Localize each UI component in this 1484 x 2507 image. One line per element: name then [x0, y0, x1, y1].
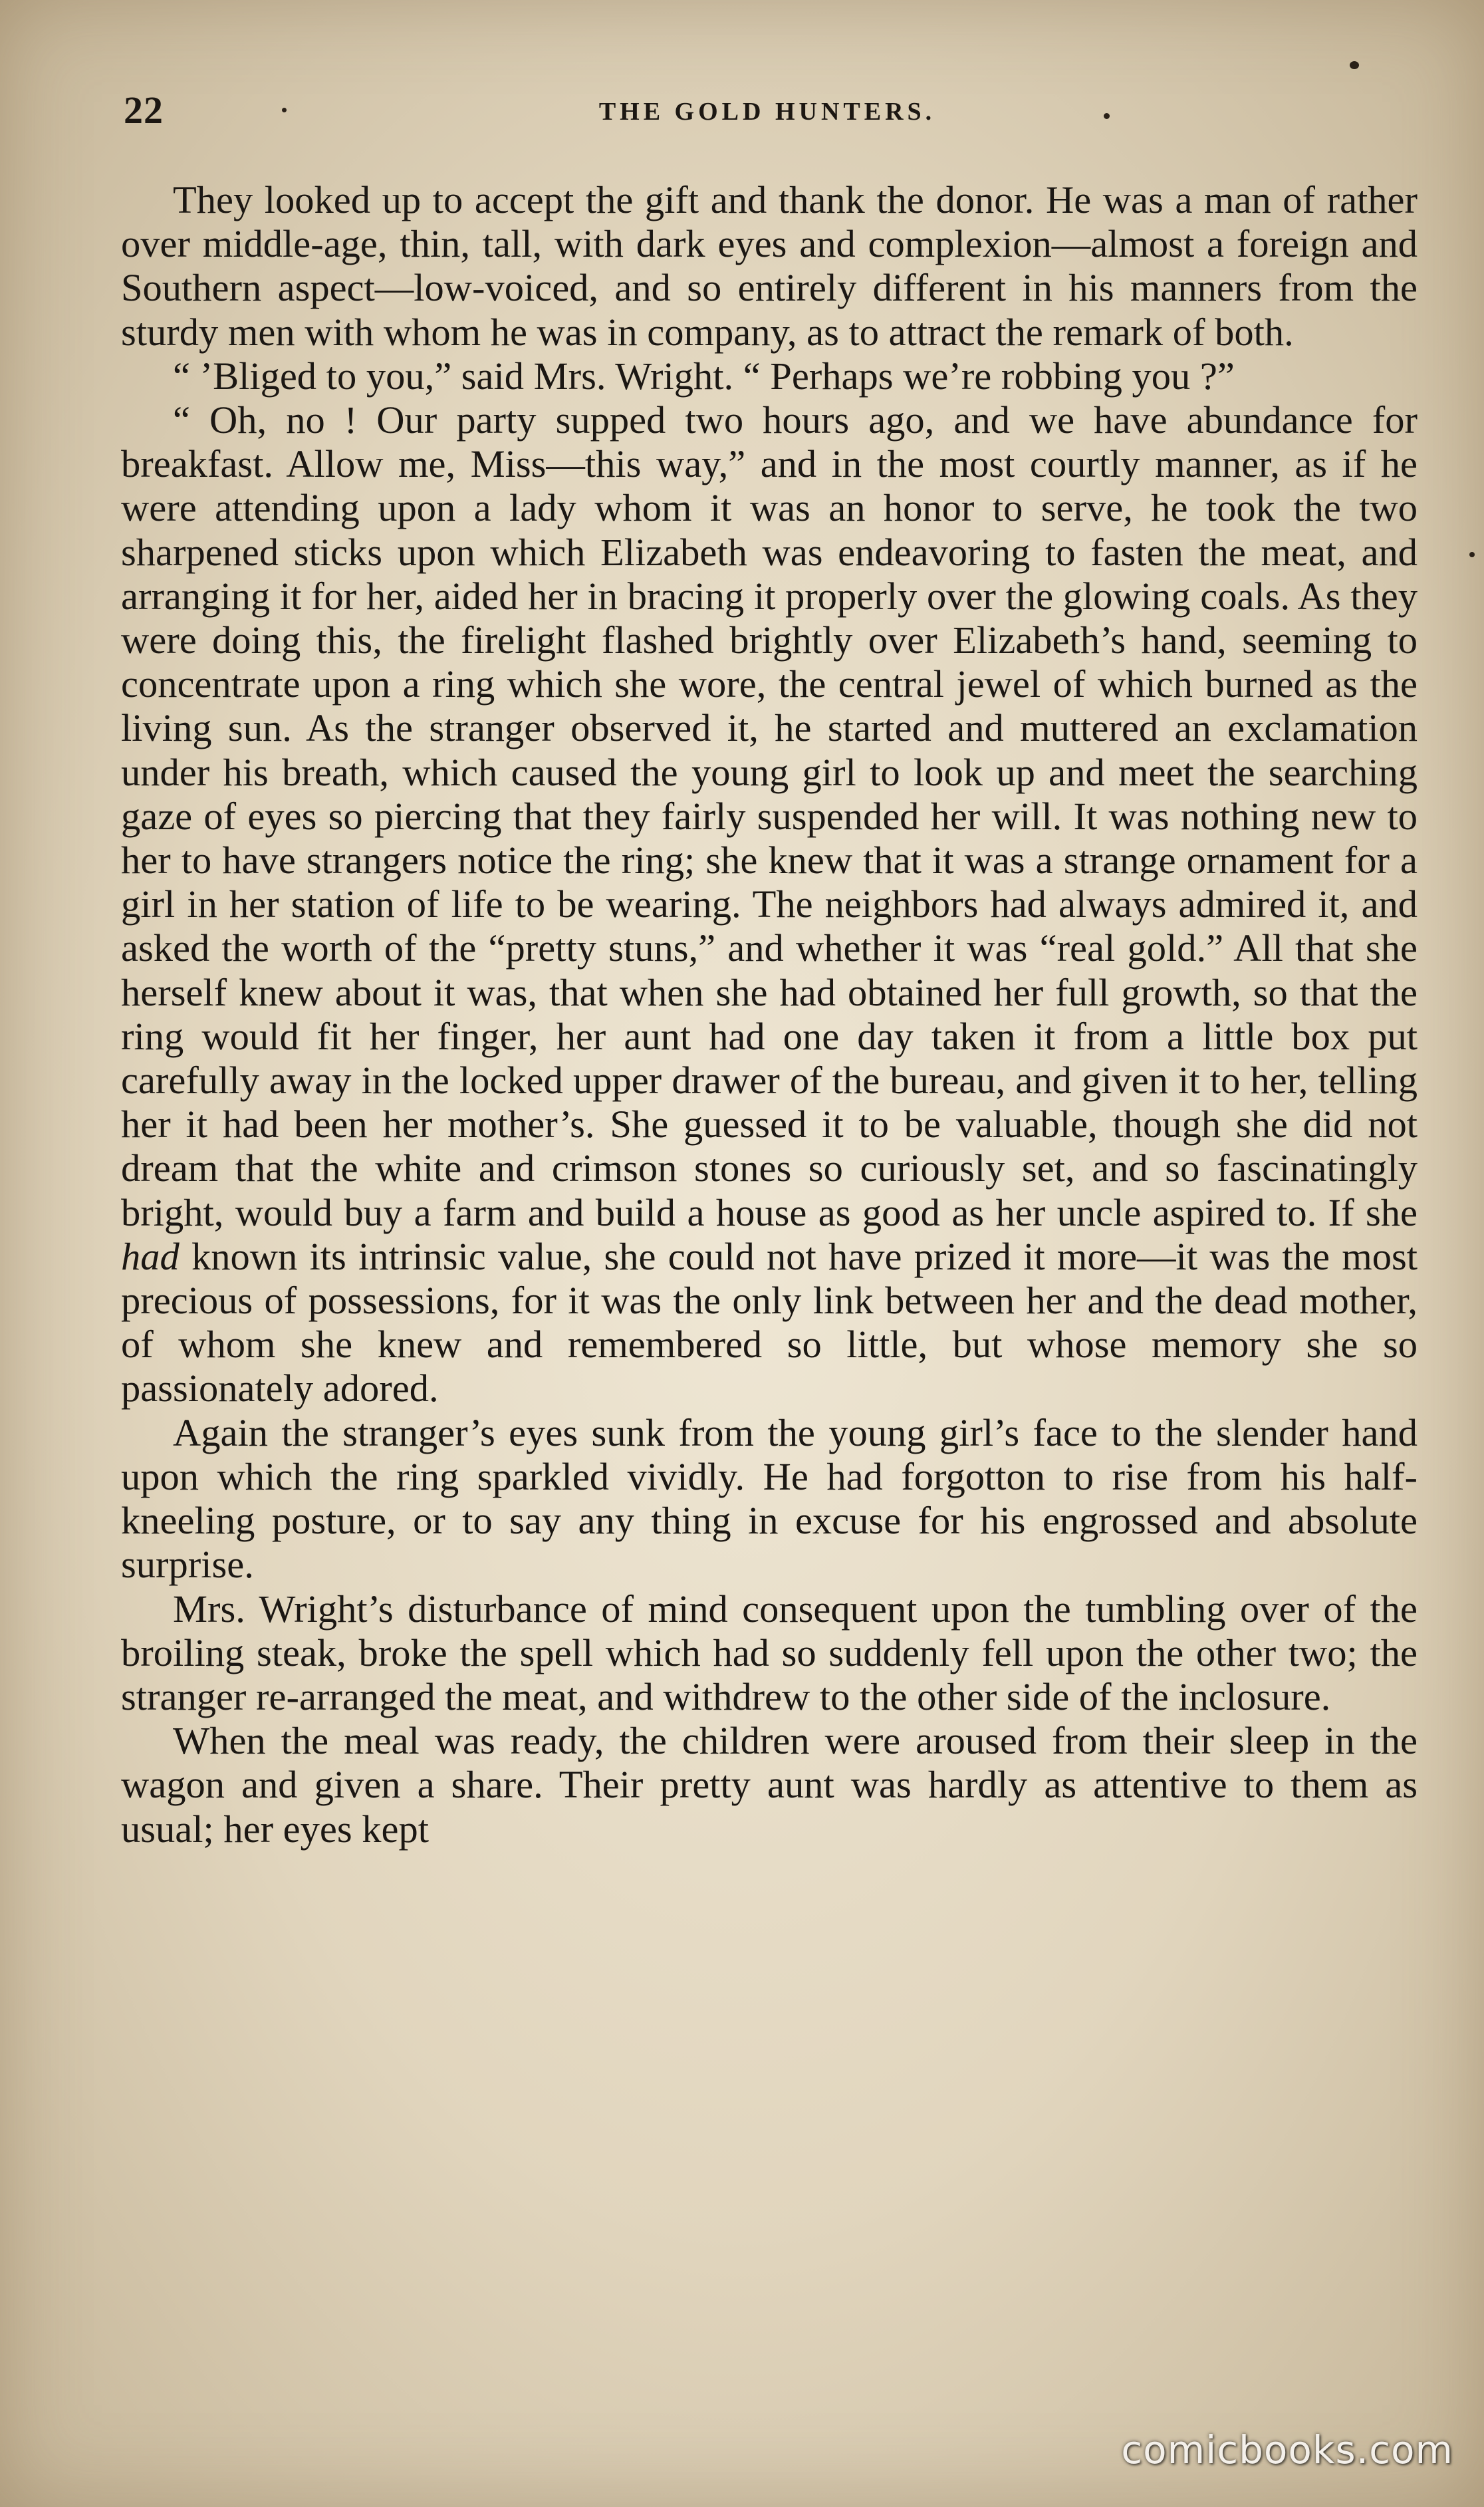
paragraph-text: When the meal was ready, the children were aroused from their sleep in the wagon and given a share. Their pretty aunt was hardly as attentive to them as usual; her eyes kept — [121, 1719, 1418, 1851]
paragraph-text: Mrs. Wright’s disturbance of mind consequent upon the tumbling over of the broiling steak, broke the spell which had so suddenly fell upon the other two; the stranger re-arranged the meat, and withdrew to the other side of the inclosure. — [121, 1587, 1418, 1718]
paragraph-text: They looked up to accept the gift and thank the donor. He was a man of rather over middle-age, thin, tall, with dark eyes and complexion—almost a foreign and Southern aspect—low-voiced, and so entirely different in his manners from the sturdy men with whom he was in company, as to attract the remark of both. — [121, 178, 1418, 354]
page-number: 22 — [124, 88, 164, 132]
paragraph — [121, 1719, 1418, 1851]
paragraph — [121, 1587, 1418, 1720]
paragraph-text: “ Oh, no ! Our party supped two hours ago, and we have abundance for breakfast. Allow me, Miss—this way,” and in the most courtly manner, as if he were attending upon a lady whom it was an honor to serve, he took the two sharpened sticks upon which Elizabeth was endeavoring to fasten the meat, and arranging it for her, aided her in bracing it properly over the glowing coals. As they were doing this, the firelight flashed brightly over Elizabeth’s hand, seeming to concentrate upon a ring which she wore, the central jewel of which burned as the living sun. As the stranger observed it, he started and muttered an exclamation under his breath, which caused the young girl to look up and meet the searching gaze of eyes so piercing that they fairly suspended her will. It was nothing new to her to have strangers notice the ring; she knew that it was a strange ornament for a girl in her station of life to be wearing. The neighbors had always admired it, and asked the worth of the “pretty stuns,” and whether it was “real gold.” All that she herself knew about it was, that when she had obtained her full growth, so that the ring would fit her finger, her aunt had one day taken it from a little box put carefully away in the locked upper drawer of the bureau, and given it to her, telling her it had been her mother’s. She guessed it to be valuable, though she did not dream that the white and crimson stones so curiously set, and so fascinatingly bright, would buy a farm and build a house as good as her uncle aspired to. If she — [121, 398, 1418, 1234]
body-text — [121, 178, 1418, 1851]
paragraph-text: “ ’Bliged to you,” said Mrs. Wright. “ Perhaps we’re robbing you ?” — [173, 354, 1235, 398]
paper-speck — [1469, 552, 1475, 557]
paragraph — [121, 398, 1418, 1411]
paragraph — [121, 354, 1418, 398]
running-title: THE GOLD HUNTERS. — [598, 98, 936, 126]
paragraph-text: Again the stranger’s eyes sunk from the young girl’s face to the slender hand upon which the ring sparkled vividly. He had forgotton to rise from his half-kneeling posture, or to say any thing in excuse for his engrossed and absolute surprise. — [121, 1410, 1418, 1587]
paper-speck — [1104, 113, 1110, 119]
paper-speck — [282, 108, 287, 112]
paper-speck — [1350, 61, 1359, 69]
page-header — [124, 88, 1411, 141]
italic-word: had — [121, 1234, 180, 1278]
paragraph — [121, 178, 1418, 354]
paragraph-text: known its intrinsic value, she could not have prized it more—it was the most precious of possessions, for it was the only link between her and the dead mother, of whom she knew and remembered so little, but whose memory she so passionately adored. — [121, 1234, 1418, 1410]
watermark: comicbooks.com — [1121, 2427, 1453, 2472]
paragraph — [121, 1411, 1418, 1587]
